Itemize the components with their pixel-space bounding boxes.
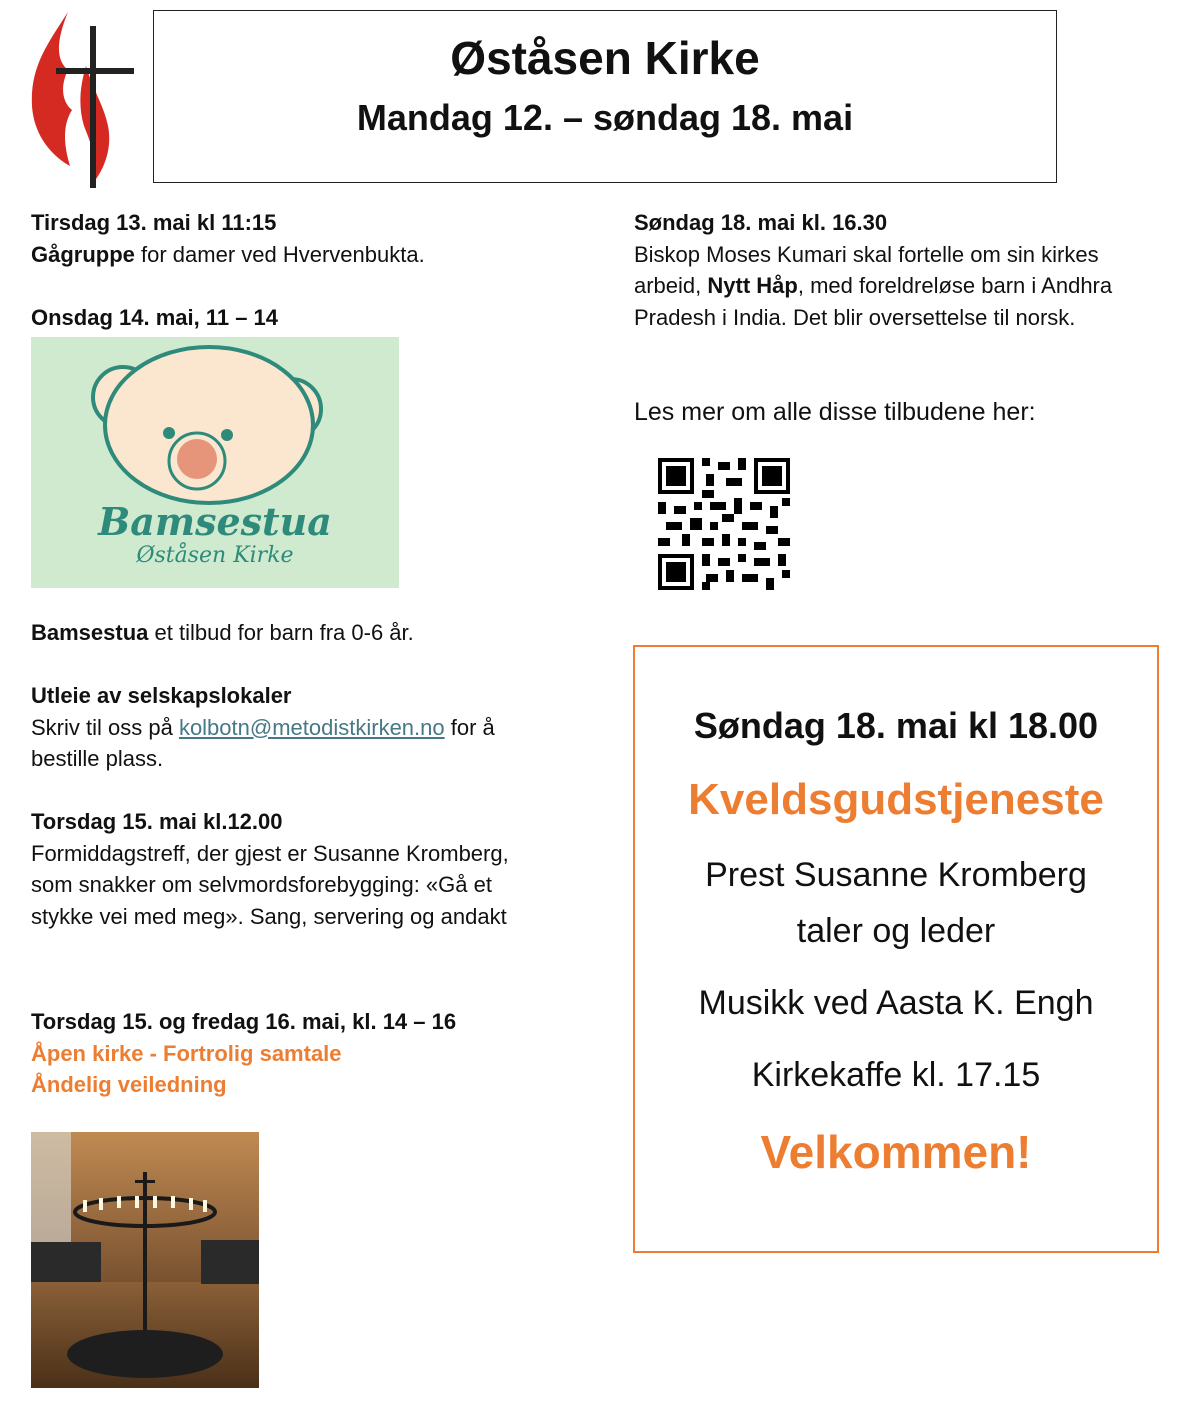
methodist-cross-flame-logo xyxy=(28,6,140,188)
event-line-1: Prest Susanne Kromberg xyxy=(705,856,1087,894)
rental-block xyxy=(31,680,551,775)
event-welcome: Velkommen! xyxy=(760,1126,1032,1178)
bamsestua-text: et tilbud for barn fra 0-6 år. xyxy=(148,620,414,645)
thursday-block xyxy=(31,806,541,932)
sunday-heading: Søndag 18. mai kl. 16.30 xyxy=(634,210,888,235)
sunday-org: Nytt Håp xyxy=(707,273,798,298)
thursday-text: Formiddagstreff, der gjest er Susanne Kromberg, som snakker om selvmordsforebygging: «Gå et stykke vei med meg». Sang, servering og andakt xyxy=(31,840,509,929)
open-church-heading: Torsdag 15. og fredag 16. mai, kl. 14 – 16 xyxy=(31,1009,457,1034)
church-candle-photo xyxy=(31,1132,259,1388)
sunday-text-1: Biskop Moses Kumari skal fortelle om sin kirkes arbeid, xyxy=(634,241,1099,298)
tuesday-heading: Tirsdag 13. mai kl 11:15 xyxy=(31,210,277,235)
thursday-heading: Torsdag 15. mai kl.12.00 xyxy=(31,809,283,834)
rental-text-1: Skriv til oss på xyxy=(31,714,179,740)
open-church-block xyxy=(31,1006,571,1101)
title-box xyxy=(153,10,1057,183)
bamsestua-logo-title: Bamsestua xyxy=(98,499,332,544)
event-coffee: Kirkekaffe kl. 17.15 xyxy=(751,1056,1041,1094)
rental-text-2: for å bestille plass. xyxy=(31,714,495,771)
tuesday-block xyxy=(31,207,571,270)
event-priest xyxy=(635,847,1157,959)
rental-heading: Utleie av selskapslokaler xyxy=(31,683,292,708)
bamsestua-block xyxy=(31,617,571,649)
read-more-text: Les mer om alle disse tilbudene her: xyxy=(634,398,1036,426)
email-link[interactable]: kolbotn@metodistkirken.no xyxy=(178,714,445,740)
event-line-2: taler og leder xyxy=(796,912,996,950)
sunday-text-2: , med foreldreløse barn i Andhra Pradesh i India. Det blir oversettelse til norsk. xyxy=(634,273,1113,330)
page-title: Øståsen Kirke xyxy=(450,32,760,84)
wednesday-heading: Onsdag 14. mai, 11 – 14 xyxy=(31,305,279,330)
bamsestua-name: Bamsestua xyxy=(31,620,149,645)
event-date: Søndag 18. mai kl 18.00 xyxy=(693,705,1099,746)
date-range: Mandag 12. – søndag 18. mai xyxy=(356,96,854,138)
open-church-line1: Åpen kirke - Fortrolig samtale xyxy=(31,1040,342,1066)
event-music: Musikk ved Aasta K. Engh xyxy=(698,984,1094,1022)
sunday-block xyxy=(634,207,1164,333)
bamsestua-logo xyxy=(31,337,399,588)
event-title: Kveldsgudstjeneste xyxy=(688,775,1104,824)
qr-code[interactable] xyxy=(658,458,790,590)
tuesday-text: for damer ved Hvervenbukta. xyxy=(134,241,425,267)
bamsestua-logo-subtitle: Øståsen Kirke xyxy=(136,543,294,568)
open-church-line2: Åndelig veiledning xyxy=(31,1072,227,1097)
evening-service-box xyxy=(633,645,1159,1253)
tuesday-activity: Gågruppe xyxy=(31,241,135,267)
